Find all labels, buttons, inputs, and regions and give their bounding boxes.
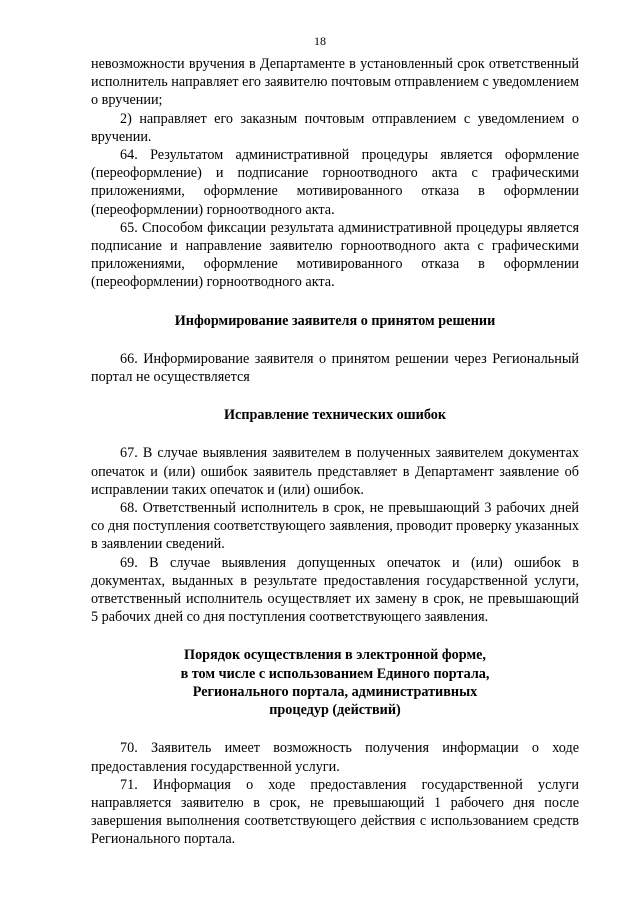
document-body bbox=[91, 55, 579, 849]
paragraph-66: 66. Информирование заявителя о принятом решении через Региональный портал не осуществляется bbox=[91, 350, 579, 386]
paragraph-71: 71. Информация о ходе предоставления государственной услуги направляется заявителю в срок, не превышающий 1 рабочего дня после завершения выполнения соответствующего действия с использованием средств Регионального портала. bbox=[91, 776, 579, 848]
heading-line: Регионального портала, административных bbox=[192, 683, 478, 700]
paragraph-65: 65. Способом фиксации результата административной процедуры является подписание и направление заявителю горноотводного акта с графическими приложениями, оформление мотивированного отказа в оформлении (переоформлении) горноотводного акта. bbox=[91, 219, 579, 291]
paragraph-67: 67. В случае выявления заявителем в полученных заявителем документах опечаток и (или) ошибок заявитель представляет в Департамент заявление об исправлении таких опечаток и (или) ошибок. bbox=[91, 445, 579, 498]
page-number: 18 bbox=[314, 34, 326, 48]
paragraph-69: 69. В случае выявления допущенных опечаток и (или) ошибок в документах, выданных в результате предоставления государственной услуги, ответственный исполнитель осуществляет их замену в срок, не превышающий 5 рабочих дней со дня поступления соответствующего заявления. bbox=[91, 554, 579, 626]
paragraph-continuation: невозможности вручения в Департаменте в установленный срок ответственный исполнитель направляет его заявителю почтовым отправлением с уведомлением о вручении; bbox=[91, 56, 579, 109]
paragraph-64: 64. Результатом административной процедуры является оформление (переоформление) и подписание горноотводного акта с графическими приложениями, оформление мотивированного отказа в оформлении (переоформлении) горноотводного акта. bbox=[91, 147, 579, 218]
section-heading-corrections: Исправление технических ошибок bbox=[223, 407, 447, 424]
section-heading-informing: Информирование заявителя о принятом решении bbox=[174, 312, 496, 329]
section-heading-electronic-procedures bbox=[91, 646, 579, 719]
heading-line: в том числе с использованием Единого портала, bbox=[180, 665, 490, 682]
paragraph-item-2: 2) направляет его заказным почтовым отправлением с уведомлением о вручении. bbox=[91, 110, 579, 145]
paragraph-68: 68. Ответственный исполнитель в срок, не превышающий 3 рабочих дней со дня поступления соответствующего заявления, проводит проверку указанных в заявлении сведений. bbox=[91, 500, 579, 553]
heading-line: Порядок осуществления в электронной форме, bbox=[184, 647, 486, 664]
heading-line: процедур (действий) bbox=[269, 702, 401, 719]
paragraph-70: 70. Заявитель имеет возможность получения информации о ходе предоставления государственной услуги. bbox=[91, 740, 579, 775]
